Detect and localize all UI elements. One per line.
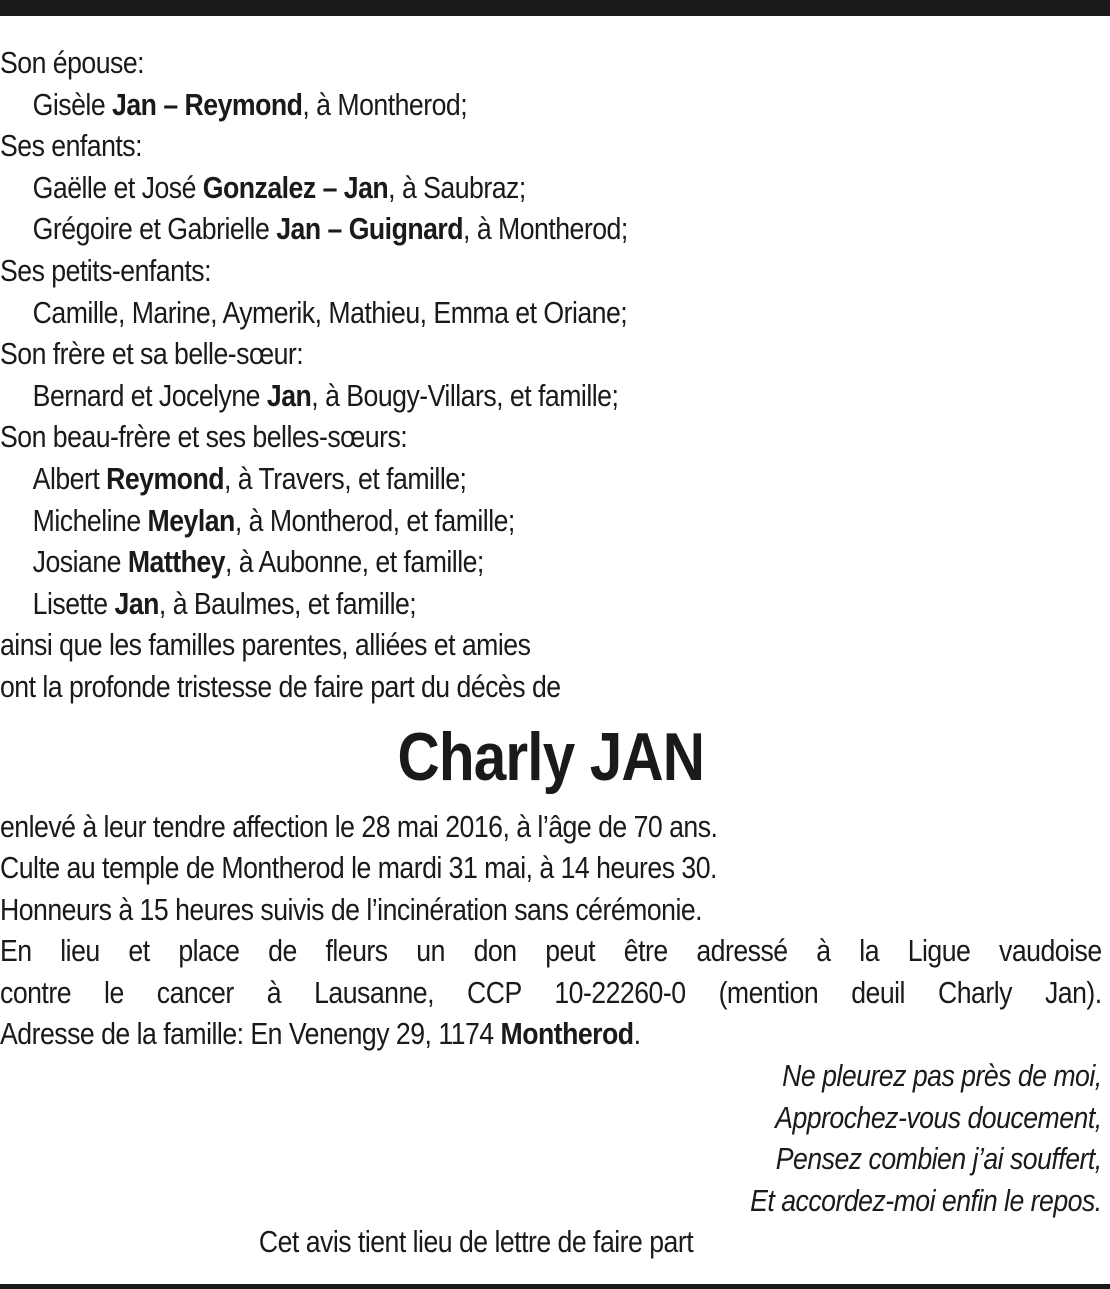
first-name: Grégoire et Gabrielle (32, 211, 277, 247)
top-rule (0, 0, 1110, 16)
surname: Jan – Guignard (276, 211, 464, 247)
grandchildren-heading: Ses petits-enfants: (0, 252, 212, 288)
surname: Jan – Reymond (112, 86, 303, 122)
place: , à Montherod; (302, 86, 468, 122)
bottom-rule (0, 1284, 1110, 1289)
first-name: Bernard et Jocelyne (32, 377, 267, 413)
inlaw-entry (0, 541, 1102, 583)
children-heading: Ses enfants: (0, 128, 143, 164)
grandchildren-entry: Camille, Marine, Aymerik, Mathieu, Emma et Oriane; (32, 294, 628, 330)
first-name: Josiane (32, 544, 128, 580)
address-suffix: . (633, 1016, 641, 1052)
surname: Jan (114, 585, 159, 621)
first-name: Lisette (32, 585, 115, 621)
inlaw-entry (0, 458, 1102, 500)
sibling-heading: Son frère et sa belle-sœur: (0, 336, 304, 372)
poem-line: Ne pleurez pas près de moi, (782, 1058, 1102, 1094)
first-name: Gisèle (32, 86, 113, 122)
place: , à Travers, et famille; (223, 460, 467, 496)
place: , à Bougy-Villars, et famille; (311, 377, 619, 413)
family-address (0, 1013, 1102, 1055)
detail-line: Culte au temple de Montherod le mardi 31 mai, à 14 heures 30. (0, 850, 717, 886)
detail-line: En lieu et place de fleurs un don peut être adressé à la Ligue vaudoise (0, 933, 1102, 969)
closing-line: ainsi que les familles parentes, alliées et amies (0, 627, 531, 663)
child-entry (0, 167, 1102, 209)
poem-line: Approchez-vous doucement, (775, 1099, 1102, 1135)
first-name: Gaëlle et José (32, 169, 203, 205)
place: , à Baulmes, et famille; (158, 585, 417, 621)
footer-note: Cet avis tient lieu de lettre de faire part (258, 1224, 694, 1260)
deceased-name: Charly JAN (397, 718, 705, 795)
spouse-entry (0, 84, 1102, 126)
surname: Jan (266, 377, 312, 413)
address-town: Montherod (500, 1016, 634, 1052)
first-name: Albert (32, 460, 107, 496)
detail-line: Honneurs à 15 heures suivis de l’incinération sans cérémonie. (0, 891, 703, 927)
inlaw-entry (0, 500, 1102, 542)
address-prefix: Adresse de la famille: En Venengy 29, 1174 (0, 1016, 501, 1052)
place: , à Montherod, et famille; (234, 502, 515, 538)
surname: Gonzalez – Jan (202, 169, 389, 205)
inlaw-entry (0, 583, 1102, 625)
surname: Matthey (127, 544, 225, 580)
poem-line: Et accordez-moi enfin le repos. (750, 1182, 1102, 1218)
closing-line: ont la profonde tristesse de faire part du décès de (0, 668, 561, 704)
sibling-entry (0, 375, 1102, 417)
surname: Reymond (106, 460, 224, 496)
obituary-notice (0, 42, 1102, 1263)
surname: Meylan (147, 502, 235, 538)
place: , à Montherod; (463, 211, 628, 247)
place: , à Aubonne, et famille; (224, 544, 484, 580)
detail-line: enlevé à leur tendre affection le 28 mai 2016, à l’âge de 70 ans. (0, 808, 718, 844)
poem-line: Pensez combien j’ai souffert, (775, 1141, 1102, 1177)
inlaws-heading: Son beau-frère et ses belles-sœurs: (0, 419, 408, 455)
child-entry (0, 208, 1102, 250)
detail-line: contre le cancer à Lausanne, CCP 10-22260-0 (mention deuil Charly Jan). (0, 974, 1102, 1010)
first-name: Micheline (32, 502, 148, 538)
place: , à Saubraz; (388, 169, 526, 205)
spouse-heading: Son épouse: (0, 45, 145, 80)
